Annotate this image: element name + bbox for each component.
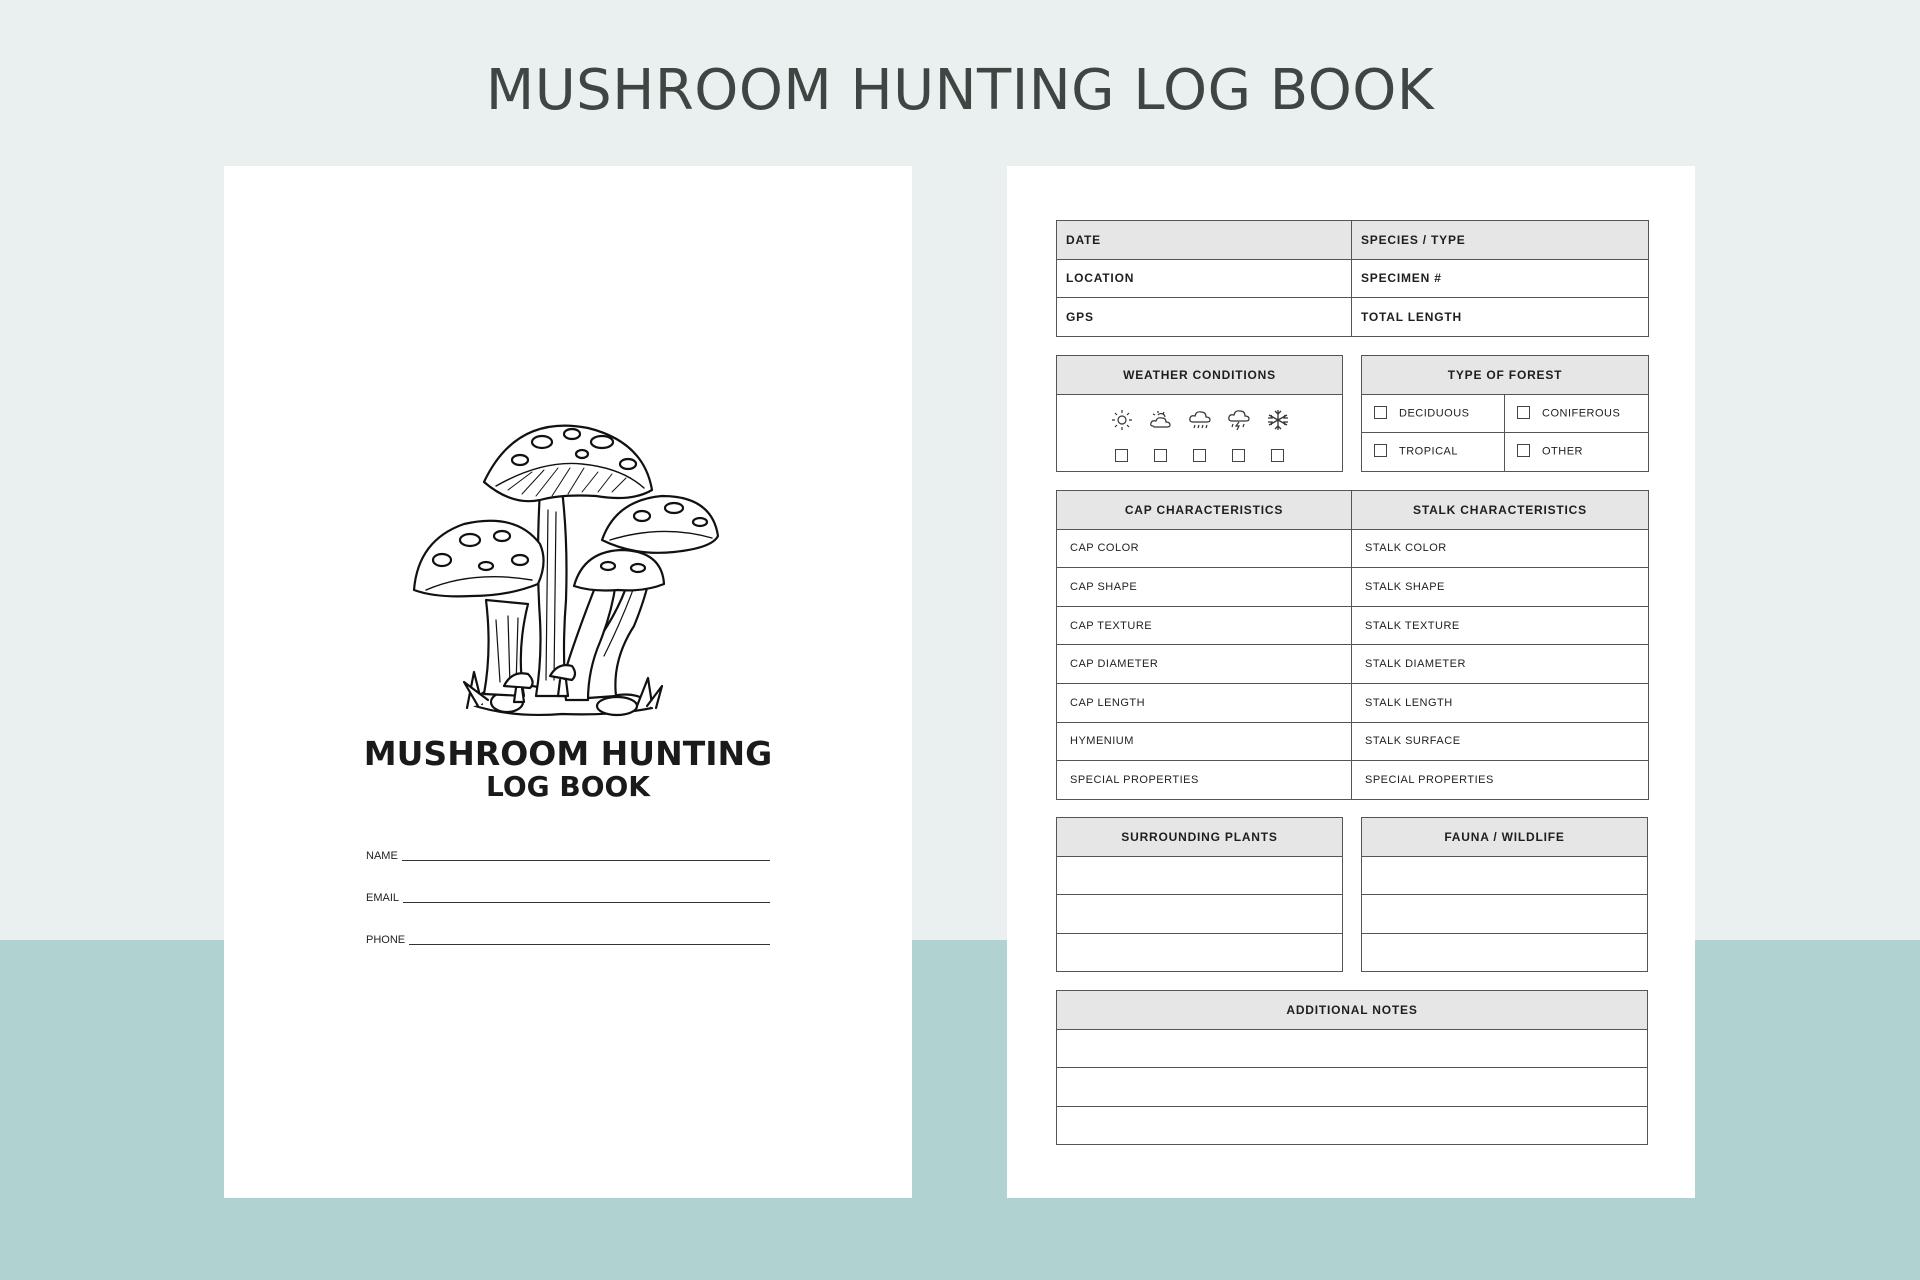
cover-title-line1: MUSHROOM HUNTING [363, 734, 773, 773]
stalk-texture-field[interactable]: STALK TEXTURE [1352, 606, 1649, 645]
date-label[interactable]: DATE [1057, 221, 1352, 260]
table-row [1057, 645, 1649, 684]
other-checkbox[interactable] [1517, 444, 1530, 457]
weather-table [1056, 355, 1343, 472]
table-row [1057, 529, 1649, 568]
hymenium-field[interactable]: HYMENIUM [1057, 722, 1352, 761]
additional-notes-line[interactable] [1057, 1068, 1648, 1107]
thunderstorm-checkbox[interactable] [1227, 449, 1251, 462]
banner-title: MUSHROOM HUNTING LOG BOOK [485, 58, 1435, 123]
deciduous-label: DECIDUOUS [1399, 407, 1470, 420]
fauna-wildlife-table [1361, 817, 1648, 972]
surrounding-plants-line[interactable] [1057, 933, 1343, 972]
partly-cloudy-checkbox[interactable] [1149, 449, 1173, 462]
stalk-length-field[interactable]: STALK LENGTH [1352, 683, 1649, 722]
name-line [402, 860, 770, 861]
fauna-wildlife-line[interactable] [1362, 895, 1648, 934]
cap-characteristics-title: CAP CHARACTERISTICS [1057, 491, 1352, 530]
table-row [1057, 298, 1649, 337]
stalk-color-field[interactable]: STALK COLOR [1352, 529, 1649, 568]
table-row [1057, 259, 1649, 298]
cover-page [224, 166, 912, 1198]
table-row [1057, 761, 1649, 800]
cap-diameter-field[interactable]: CAP DIAMETER [1057, 645, 1352, 684]
cap-length-field[interactable]: CAP LENGTH [1057, 683, 1352, 722]
location-label[interactable]: LOCATION [1057, 259, 1352, 298]
deciduous-checkbox[interactable] [1374, 406, 1387, 419]
weather-conditions-title: WEATHER CONDITIONS [1057, 356, 1343, 395]
other-label: OTHER [1542, 445, 1583, 458]
partly-cloudy-icon [1149, 408, 1173, 432]
deciduous-option[interactable] [1362, 394, 1505, 433]
name-field[interactable] [366, 842, 770, 862]
surrounding-plants-title: SURROUNDING PLANTS [1057, 818, 1343, 857]
stalk-special-properties-field[interactable]: SPECIAL PROPERTIES [1352, 761, 1649, 800]
table-row [1057, 606, 1649, 645]
tropical-option[interactable] [1362, 433, 1505, 472]
cover-title-line2: LOG BOOK [485, 770, 651, 803]
type-of-forest-title: TYPE OF FOREST [1362, 356, 1649, 395]
surrounding-plants-line[interactable] [1057, 895, 1343, 934]
weather-options [1057, 394, 1343, 471]
fauna-wildlife-line[interactable] [1362, 856, 1648, 895]
tropical-checkbox[interactable] [1374, 444, 1387, 457]
tropical-label: TROPICAL [1399, 445, 1459, 458]
cap-color-field[interactable]: CAP COLOR [1057, 529, 1352, 568]
log-page [1007, 166, 1695, 1198]
stalk-surface-field[interactable]: STALK SURFACE [1352, 722, 1649, 761]
fauna-wildlife-title: FAUNA / WILDLIFE [1362, 818, 1648, 857]
characteristics-table [1056, 490, 1649, 800]
rain-icon [1188, 408, 1212, 432]
species-type-label[interactable]: SPECIES / TYPE [1352, 221, 1649, 260]
email-label: EMAIL [366, 892, 400, 904]
email-line [403, 902, 770, 903]
mushroom-illustration [412, 420, 724, 720]
table-row [1057, 568, 1649, 607]
additional-notes-title: ADDITIONAL NOTES [1057, 991, 1648, 1030]
snow-checkbox[interactable] [1266, 449, 1290, 462]
gps-label[interactable]: GPS [1057, 298, 1352, 337]
table-row [1057, 221, 1649, 260]
other-option[interactable] [1505, 433, 1649, 472]
additional-notes-line[interactable] [1057, 1029, 1648, 1068]
email-field[interactable] [366, 884, 770, 904]
surrounding-plants-line[interactable] [1057, 856, 1343, 895]
table-row [1057, 722, 1649, 761]
sun-icon [1110, 408, 1134, 432]
thunderstorm-icon [1227, 408, 1251, 432]
name-label: NAME [366, 850, 398, 862]
sun-checkbox[interactable] [1110, 449, 1134, 462]
coniferous-checkbox[interactable] [1517, 406, 1530, 419]
additional-notes-line[interactable] [1057, 1106, 1648, 1145]
stalk-diameter-field[interactable]: STALK DIAMETER [1352, 645, 1649, 684]
snowflake-icon [1266, 408, 1290, 432]
rain-checkbox[interactable] [1188, 449, 1212, 462]
cap-shape-field[interactable]: CAP SHAPE [1057, 568, 1352, 607]
stalk-characteristics-title: STALK CHARACTERISTICS [1352, 491, 1649, 530]
cap-texture-field[interactable]: CAP TEXTURE [1057, 606, 1352, 645]
phone-line [409, 944, 770, 945]
fauna-wildlife-line[interactable] [1362, 933, 1648, 972]
additional-notes-table [1056, 990, 1648, 1145]
forest-table [1361, 355, 1649, 472]
phone-field[interactable] [366, 926, 770, 946]
coniferous-label: CONIFEROUS [1542, 407, 1621, 420]
phone-label: PHONE [366, 934, 406, 946]
coniferous-option[interactable] [1505, 394, 1649, 433]
info-table [1056, 220, 1649, 337]
specimen-number-label[interactable]: SPECIMEN # [1352, 259, 1649, 298]
total-length-label[interactable]: TOTAL LENGTH [1352, 298, 1649, 337]
table-row [1057, 683, 1649, 722]
surrounding-plants-table [1056, 817, 1343, 972]
cap-special-properties-field[interactable]: SPECIAL PROPERTIES [1057, 761, 1352, 800]
stalk-shape-field[interactable]: STALK SHAPE [1352, 568, 1649, 607]
